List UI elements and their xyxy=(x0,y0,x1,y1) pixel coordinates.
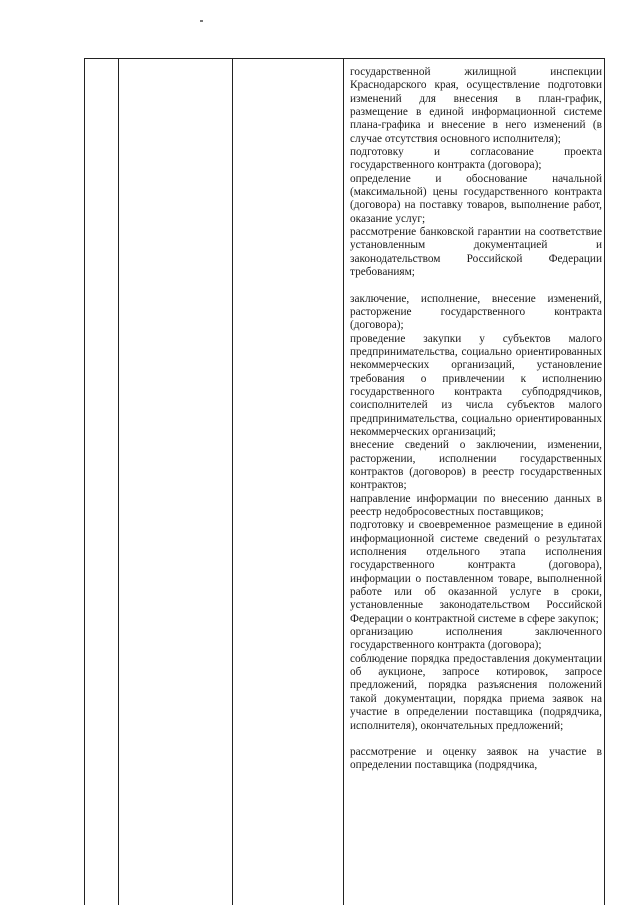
paragraph-gap xyxy=(350,733,602,746)
table-column-border xyxy=(604,58,605,905)
paragraph-gap xyxy=(350,280,602,293)
duties-text-cell xyxy=(350,66,602,773)
duty-paragraph: подготовку и своевременное размещение в единой информационной системе сведений о результатах исполнения отдельного этапа исполнения государственного контракта (договора), информации о поставленном товаре, выполненной работе или об оказанной услуге в сроки, установленные законодательством Российской Федерации о контрактной системе в сфере закупок; xyxy=(350,519,602,625)
table-top-border xyxy=(84,58,604,59)
duty-paragraph: рассмотрение банковской гарантии на соответствие установленным документацией и законодательством Российской Федерации требованиям; xyxy=(350,226,602,279)
table-column-border xyxy=(84,58,85,905)
duty-paragraph: государственной жилищной инспекции Краснодарского края, осуществление подготовки изменений для внесения в план-график, размещение в единой информационной системе плана-графика и внесение в него изменений (в случае отсутствия основного исполнителя); xyxy=(350,66,602,145)
duty-paragraph: подготовку и согласование проекта государственного контракта (договора); xyxy=(350,146,602,172)
duty-paragraph: определение и обоснование начальной (максимальной) цены государственного контракта (договора) на поставку товаров, выполнение работ, оказание услуг; xyxy=(350,172,602,225)
duty-paragraph: внесение сведений о заключении, изменении, расторжении, исполнении государственных контрактов (договоров) в реестр государственных контрактов; xyxy=(350,439,602,492)
scan-speck xyxy=(200,20,203,22)
table-column-border xyxy=(232,58,233,905)
table-column-border xyxy=(118,58,119,905)
duty-paragraph: организацию исполнения заключенного государственного контракта (договора); xyxy=(350,626,602,652)
duty-paragraph: соблюдение порядка предоставления документации об аукционе, запросе котировок, запросе предложений, порядка разъяснения положений такой документации, порядка приема заявок на участие в определении поставщика (подрядчика, исполнителя), окончательных предложений; xyxy=(350,652,602,732)
table-column-border xyxy=(343,58,344,905)
duty-paragraph: заключение, исполнение, внесение изменений, расторжение государственного контракта (договора); xyxy=(350,292,602,332)
duty-paragraph: направление информации по внесению данных в реестр недобросовестных поставщиков; xyxy=(350,492,602,518)
duty-paragraph: проведение закупки у субъектов малого предпринимательства, социально ориентированных некоммерческих организаций, установление требования о привлечении к исполнению государственного контракта субподрядчиков, соисполнителей из числа субъектов малого предпринимательства, социально ориентированных некоммерческих организаций; xyxy=(350,332,602,438)
duty-paragraph: рассмотрение и оценку заявок на участие в определении поставщика (подрядчика, xyxy=(350,745,602,772)
